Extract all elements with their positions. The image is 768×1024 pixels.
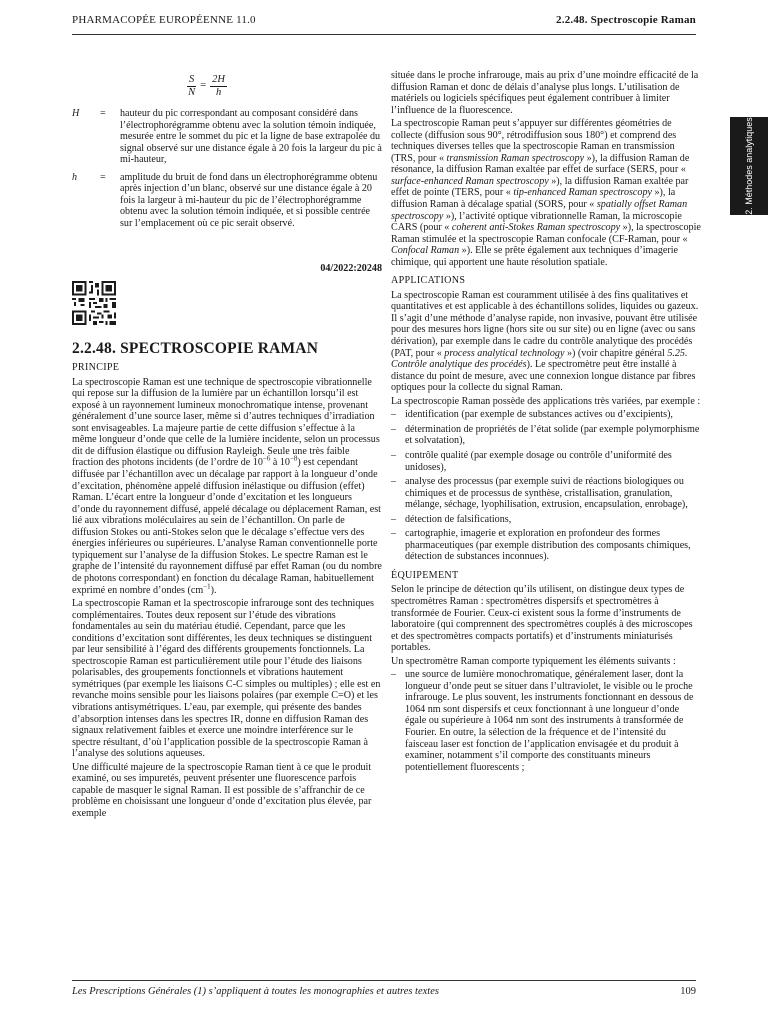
definition-equals: = [100, 171, 106, 183]
right-column [391, 70, 701, 776]
footer-rule [72, 980, 696, 981]
heading-principe: PRINCIPE [72, 362, 120, 374]
formula-lhs [187, 74, 196, 99]
heading-applications: APPLICATIONS [391, 275, 466, 287]
formula-lhs-den: N [188, 86, 196, 98]
principe-paragraph-5: La spectroscopie Raman peut s’appuyer sur différentes géométries de collecte (diffusion sous 90°, rétrodiffusion sous 180°) et comprend des techniques diverses telles que la spectroscopie Raman en transmission (TRS, pour « transmission Raman spectroscopy »), la diffusion Raman de résonance, la diffusion Raman exaltée par effet de surface (SERS, pour « surface-enhanced Raman spectroscopy »), la diffusion Raman exaltée par effet de pointe (TERS, pour « tip-enhanced Raman spectroscopy »), la diffusion Raman à décalage spatial (SORS, pour « spatially offset Raman spectroscopy »), l’activité optique vibrationnelle Raman, la microscopie CARS (pour « coherent anti-Stokes Raman spectroscopy »), la spectroscopie Raman stimulée et la spectroscopie Raman confocale (CF-Raman, pour « Confocal Raman »). Elle se prête également aux techniques d’imagerie chimique, qui apportent une haute résolution spatiale. [391, 118, 701, 268]
header-title: PHARMACOPÉE EUROPÉENNE 11.0 [72, 14, 256, 26]
page-number: 109 [680, 986, 696, 997]
definition-equals: = [100, 108, 106, 119]
equipement-paragraph-2: Un spectromètre Raman comporte typiquement les éléments suivants : [391, 655, 676, 667]
principe-paragraph-4: située dans le proche infrarouge, mais au prix d’une moindre efficacité de la diffusion Raman et donc de délais d’analyse plus longs. L’utilisation de matériels ou logiciels spécifiques peut également contribuer à limiter l’influence de la fluorescence. [391, 70, 699, 116]
applications-paragraph-1: La spectroscopie Raman est couramment utilisée à des fins qualitatives et quantitatives et est applicable à des échantillons solides, liquides ou gazeux. Il s’agit d’une méthode d’analyse rapide, non invasive, pouvant être utilisée pour des mesures hors ligne (hors site ou sur site) ou en ligne (avec ou sans dérivation), par exemple dans le cadre du contrôle analytique des procédés (PAT, pour « process analytical technology ») (voir chapitre général 5.25. Contrôle analytique des procédés). Le spectromètre peut être installé à distance du point de mesure, avec une connexion longue distance par fibres optiques pour la collecte du signal Raman. [391, 289, 699, 394]
page-footer [72, 986, 696, 997]
definition-row [72, 172, 382, 230]
formula-rhs [210, 74, 227, 99]
definition-text: amplitude du bruit de fond dans un électrophorégramme obtenu après injection d’un blanc, observé sur une distance égale à 20 fois la largeur à mi-hauteur du pic de l’électrophorégramme obtenu avec la solution témoin indiquée, et si possible centrée sur l’emplacement où ce pic serait observé. [120, 171, 378, 229]
list-item: – détermination de propriétés de l’état solide (par exemple polymorphisme et solvatation), [391, 424, 701, 447]
formula-rhs-den: h [215, 86, 222, 98]
qr-code[interactable] [72, 281, 116, 325]
formula-rhs-num: 2H [212, 73, 225, 85]
equipement-paragraph-1: Selon le principe de détection qu’ils utilisent, on distingue deux types de spectromètres Raman : spectromètres dispersifs et spectromètres à transformée de Fourier. Ceux-ci existent sous la forme d’instruments de laboratoire (qui comprennent des spectromètres couplés à des microscopes et des spectromètres compacts portatifs) et d’instruments miniaturisés portables. [391, 584, 693, 654]
formula-lhs-num: S [188, 73, 195, 85]
chapter-tab-label: 2. Méthodes analytiques [744, 117, 754, 215]
list-item: – contrôle qualité (par exemple dosage ou contrôle d’uniformité des unidoses), [391, 450, 701, 473]
definition-symbol: H [72, 108, 80, 119]
list-item: – analyse des processus (par exemple suivi de réactions biologiques ou chimiques et de processus de synthèse, cristallisation, granulation, mélange, séchage, lyophilisation, extrusion, encapsulation, enrobage), [391, 476, 701, 511]
principe-paragraph-3: Une difficulté majeure de la spectroscopie Raman tient à ce que le produit examiné, ou ses impuretés, peuvent présenter une fluorescence parfois capable de masquer le signal Raman. Il est possible de s’affranchir de ce problème en choisissant une longueur d’onde d’excitation plus élevée, par exemple [72, 761, 372, 819]
principe-paragraph-2: La spectroscopie Raman et la spectroscopie infrarouge sont des techniques complémentaires. Toutes deux reposent sur l’étude des vibrations fondamentales au sein du matériau étudié. Cependant, parce que les conditions d’excitation sont différentes, les deux techniques se distinguent par leur sensibilité à l’égard des différents groupements fonctionnels. La spectroscopie Raman est particulièrement utile pour l’étude des liaisons polarisables, des groupements fonctionnels et vibrations hautement symétriques (par exemple les liaisons C-C simples ou multiples) ; elle est en revanche moins sensible pour les liaisons polaires (par exemple C=O) et les vibrations antisymétriques. L’eau, par exemple, qui présente des bandes d’absorption intenses dans les spectres IR, donne en diffusion Raman des signaux relativement faibles et exerce une moindre interférence sur le spectre résultant, d’où l’application possible de la spectroscopie Raman à l’analyse des solutions aqueuses. [72, 598, 381, 760]
formula-equals: = [200, 80, 207, 92]
list-item: – identification (par exemple de substances actives ou d’excipients), [391, 409, 701, 421]
equipement-list [391, 669, 701, 773]
definition-list [72, 108, 382, 229]
applications-list [391, 409, 701, 563]
section-title: 2.2.48. SPECTROSCOPIE RAMAN [72, 339, 319, 357]
definition-text: hauteur du pic correspondant au composant considéré dans l’électrophorégramme obtenu avec la solution témoin indiquée, mesurée entre le sommet du pic et la ligne de base extrapolée du signal observé sur une distance égale à 20 fois la largeur du pic à mi-hauteur, [120, 108, 382, 166]
footer-note: Les Prescriptions Générales (1) s’appliquent à toutes les monographies et autres textes [72, 986, 439, 997]
signal-noise-formula [32, 68, 382, 104]
document-reference: 04/2022:20248 [320, 263, 382, 275]
header-section: 2.2.48. Spectroscopie Raman [556, 14, 696, 26]
list-item: – cartographie, imagerie et exploration en profondeur des formes pharmaceutiques (par exemple distribution des composants chimiques, détection de substances inconnues). [391, 528, 701, 563]
principe-paragraph-1: La spectroscopie Raman est une technique de spectroscopie vibrationnelle qui repose sur la diffusion de la lumière par un échantillon lorsqu’il est exposé à un rayonnement lumineux monochromatique intense, provenant généralement d’une source laser, même si d’autres techniques d’irradiation sont envisageables. La majeure partie de cette diffusion s’effectue à la même longueur d’onde que celle de la lumière incidente, selon un processus dit de diffusion élastique ou diffusion Rayleigh. Seule une très faible fraction des photons incidents (de l’ordre de $10^{-6}$ à $10^{-8}$) est cependant diffusée par l’échantillon avec un décalage par rapport à la longueur d’onde d’excitation, phénomène appelé diffusion inélastique ou diffusion (effet) Raman. L’écart entre la longueur d’onde d’excitation et les longueurs d’onde du rayonnement diffusé, appelé décalage ou déplacement Raman, est lié aux vibrations moléculaires au sein de l’échantillon. On parle de diffusion Stokes ou anti-Stokes selon que le décalage s’effectue vers des énergies inférieures ou supérieures. L’analyse Raman conventionnelle porte typiquement sur l’analyse de la diffusion Stokes. Le spectre Raman est le graphe de l’intensité du rayonnement diffusé par effet Raman (ou du nombre de photons correspondant) en fonction du décalage Raman, habituellement exprimé en nombre d’ondes $(cm^{-1})$. [72, 376, 382, 596]
chapter-tab [730, 117, 768, 215]
running-header [72, 14, 696, 26]
left-column [72, 68, 382, 821]
heading-equipement: ÉQUIPEMENT [391, 569, 459, 581]
list-item: – détection de falsifications, [391, 514, 701, 526]
applications-paragraph-2: La spectroscopie Raman possède des applications très variées, par exemple : [391, 395, 701, 407]
definition-symbol: h [72, 171, 78, 183]
header-rule [72, 34, 696, 35]
list-item: – une source de lumière monochromatique, généralement laser, dont la longueur d’onde peut se situer dans l’ultraviolet, le visible ou le proche infrarouge. Le plus souvent, les instruments fonctionnant en dessous de 1064 nm sont dispersifs et ceux fonctionnant à une longueur d’onde égale ou supérieure à 1064 nm sont des instruments à transformée de Fourier. En outre, la sélection de la fréquence et de l’intensité du faisceau laser est fonction de l’application envisagée et du produit à examiner, notamment s’il comporte des constituants mineurs potentiellement fluorescents ; [391, 669, 701, 773]
definition-row [72, 108, 382, 166]
